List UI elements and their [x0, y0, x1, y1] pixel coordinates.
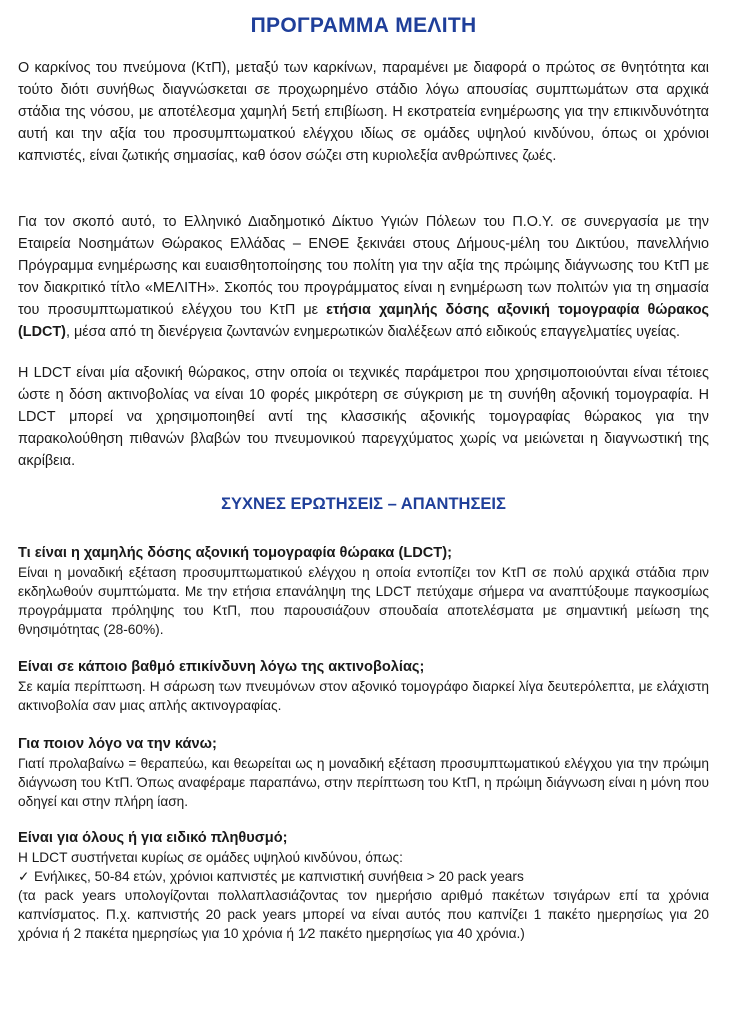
- faq-item: [18, 657, 709, 715]
- intro-paragraph: Ο καρκίνος του πνεύμονα (ΚτΠ), μεταξύ των καρκίνων, παραμένει με διαφορά ο πρώτος σε θνητότητα και τούτο διότι συνήθως διαγνώσκεται σε προχωρημένο στάδιο λόγω απουσίας συμπτωμάτων στα αρχικά στάδια της νόσου, με αποτέλεσμα χαμηλή 5ετή επιβίωση. Η εκστρατεία ενημέρωσης για την επικινδυνότητα αυτή και την αξία του προσυμπτωματκού ελέγχου ιδίως σε ομάδες υψηλού κινδύνου, όπως οι χρόνιοι καπνιστές, είναι ζωτικής σημασίας, καθ όσον σώζει στη κυριολεξία ανθρώπινες ζωές.: [18, 60, 709, 164]
- risk-group-text: Ενήλικες, 50-84 ετών, χρόνιοι καπνιστές με καπνιστική συνήθεια > 20 pack years: [34, 869, 524, 884]
- faq-answer: Γιατί προλαβαίνω = θεραπεύω, και θεωρείται ως η μοναδική εξέταση προσυμπτωματικού ελέγχου για την πρώιμη διάγνωση του ΚτΠ. Όπως αναφέραμε παραπάνω, στην περίπτωση του ΚτΠ, η πρώιμη διάγνωση είναι η μόνη που οδηγεί και στην πλήρη ίαση.: [18, 756, 709, 809]
- faq-item: [18, 543, 709, 639]
- pack-years-note: (τα pack years υπολογίζονται πολλαπλασιάζοντας τον ημερήσιο αριθμό πακέτων τσιγάρων επί τα χρόνια καπνίσματος. Π.χ. καπνιστής 20 pack years μπορεί να είναι αυτός που καπνίζει 1 πακέτο ημερησίως για 20 χρόνια ή 2 πακέτα ημερησίως για 10 χρόνια ή 1⁄2 πακέτο ημερησίως για 40 χρόνια.): [18, 888, 709, 941]
- ldct-paragraph: Η LDCT είναι μία αξονική θώρακος, στην οποία οι τεχνικές παράμετροι που χρησιμοποιούνται είναι τέτοιες ώστε η δόση ακτινοβολίας να είναι 10 φορές μικρότερη σε σύγκριση με τη συνήθη αξονική τομογραφία. Η LDCT μπορεί να χρησιμοποιηθεί αντί της κλασσικής αξονικής τομογραφίας θώρακος για την παρακολούθηση πιθανών βλαβών του πνευμονικού παρεγχύματος χωρίς να μειώνεται η διαγνωστική της ακρίβεια.: [18, 365, 709, 469]
- ldct-highlight: ετήσια χαμηλής δόσης αξονική τομογραφία θώρακος (LDCT): [18, 302, 709, 340]
- faq-question: Για ποιον λόγο να την κάνω;: [18, 736, 217, 752]
- program-text: Για τον σκοπό αυτό, το Ελληνικό Διαδημοτικό Δίκτυο Υγιών Πόλεων του Π.Ο.Υ. σε συνεργασία με την Εταιρεία Νοσημάτων Θώρακος Ελλάδας – ΕΝΘΕ ξεκινάει στους Δήμους-μέλη του Δικτύου, πανελλήνιο Πρόγραμμα ενημέρωσης και ευαισθητοποίησης του πολίτη για την αξία της πρώιμης διάγνωσης του ΚτΠ με τον διακριτικό τίτλο «ΜΕΛΙΤΗ». Σκοπός του προγράμματος είναι η ενημέρωση των πολιτών για τη σημασία του προσυμπτωματικού ελέγχου του ΚτΠ με: [18, 214, 709, 318]
- faq-answer: Είναι η μοναδική εξέταση προσυμπτωματικού ελέγχου η οποία εντοπίζει τον ΚτΠ σε πολύ αρχικά στάδια πριν εκδηλωθούν συμπτώματα. Με την ετήσια επανάληψη της LDCT πετύχαμε σήμερα να αναπτύξουμε παγκοσμίως προγράμματα πρόληψης του ΚτΠ, που παρουσιάζουν σπουδαία αποτελέσματα με σημαντική μείωση της θνησιμότητας (28-60%).: [18, 565, 709, 637]
- faq-title: ΣΥΧΝΕΣ ΕΡΩΤΗΣΕΙΣ – ΑΠΑΝΤΗΣΕΙΣ: [221, 495, 506, 513]
- faq-item: [18, 828, 709, 943]
- faq-question: Τι είναι η χαμηλής δόσης αξονική τομογραφία θώρακα (LDCT);: [18, 545, 452, 561]
- program-paragraph: [18, 211, 709, 343]
- faq-question: Είναι για όλους ή για ειδικό πληθυσμό;: [18, 830, 288, 846]
- program-text-end: , μέσα από τη διενέργεια ζωντανών ενημερωτικών διαλέξεων από ειδικούς επαγγελματίες υγείας.: [65, 324, 680, 340]
- checkmark-icon: ✓: [18, 869, 30, 884]
- faq-question: Είναι σε κάποιο βαθμό επικίνδυνη λόγω της ακτινοβολίας;: [18, 659, 425, 675]
- faq-answer: Η LDCT συστήνεται κυρίως σε ομάδες υψηλού κινδύνου, όπως:: [18, 850, 403, 865]
- faq-answer: Σε καμία περίπτωση. Η σάρωση των πνευμόνων στον αξονικό τομογράφο διαρκεί λίγα δευτερόλεπτα, με ελάχιστη ακτινοβολία σαν μιας απλής ακτινογραφίας.: [18, 679, 709, 713]
- faq-item: [18, 734, 709, 811]
- risk-group-bullet: [18, 867, 709, 886]
- page-title: ΠΡΟΓΡΑΜΜΑ ΜΕΛΙΤΗ: [250, 14, 477, 37]
